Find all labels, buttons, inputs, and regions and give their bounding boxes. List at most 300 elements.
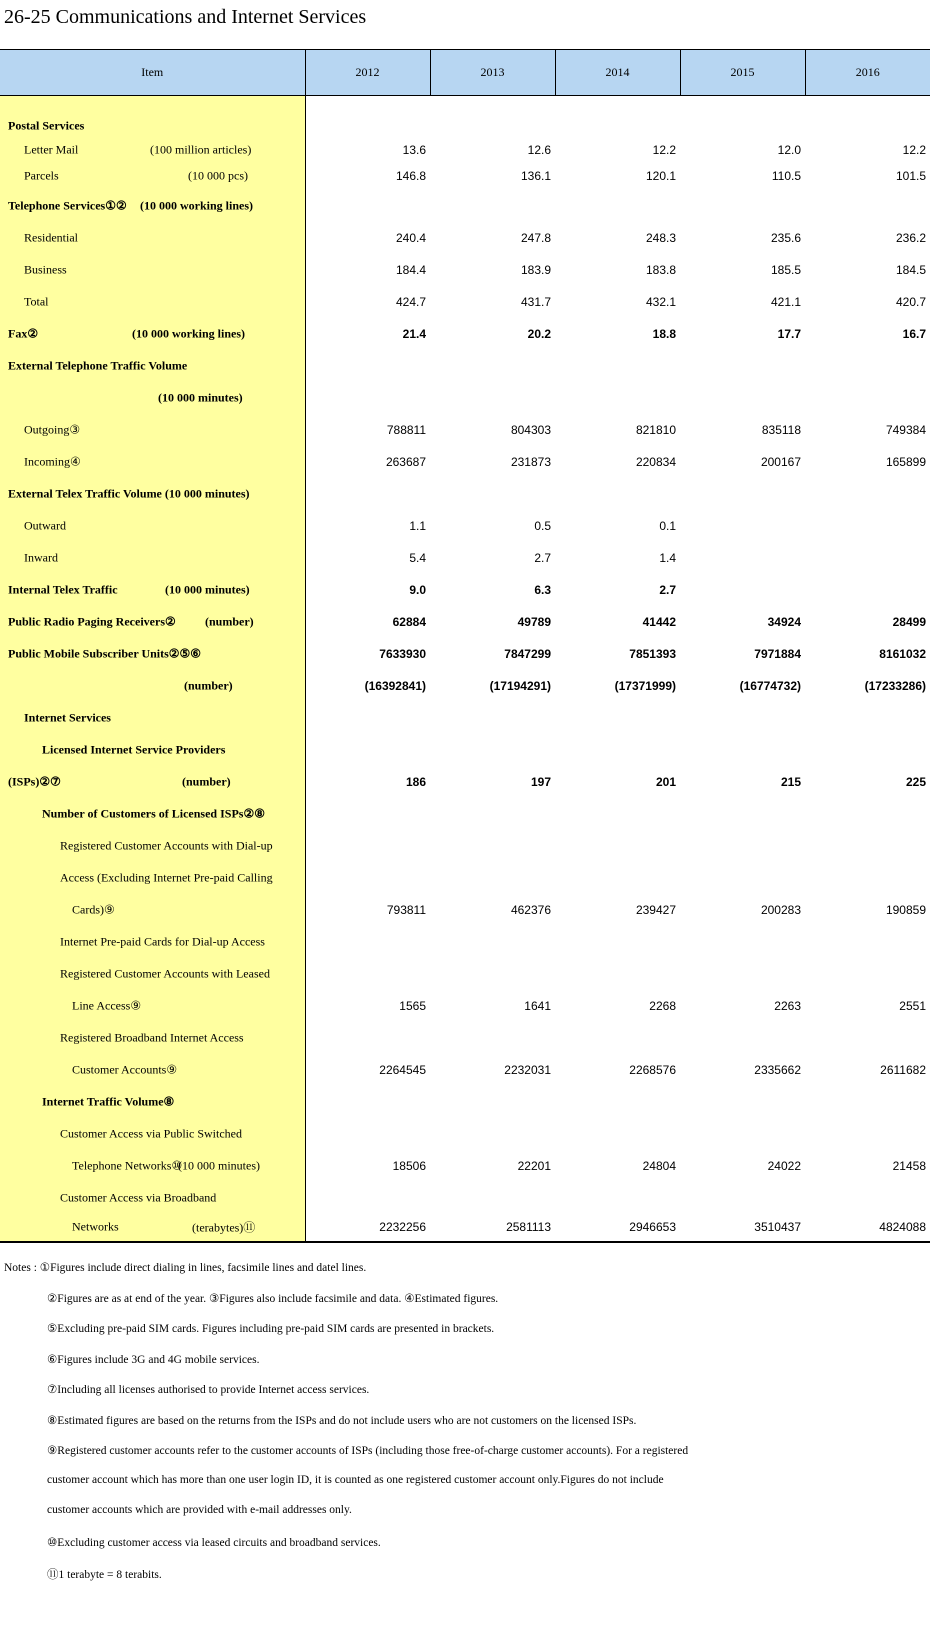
value-cell: 793811 [386, 902, 426, 917]
row-unit: (10 000 minutes) [165, 582, 250, 596]
table-row [0, 894, 930, 926]
value-cell [305, 1022, 430, 1054]
row-label: (ISPs)②⑦ [8, 774, 61, 788]
row-label: Telephone Networks⑩ [72, 1158, 183, 1172]
value-cell [680, 1118, 805, 1150]
value-cell: (16774732) [739, 678, 801, 693]
value-cell [680, 190, 805, 222]
row-label-cell [0, 414, 305, 446]
value-cell: 462376 [510, 902, 551, 917]
value-cell: 9.0 [409, 582, 426, 597]
table-row [0, 510, 930, 542]
value-cell [805, 926, 930, 958]
value-cell: 190859 [885, 902, 926, 917]
table-row [0, 318, 930, 350]
table-row [0, 606, 930, 638]
row-label: Internet Services [24, 710, 111, 724]
table-row [0, 446, 930, 478]
value-cell: 2335662 [754, 1062, 801, 1077]
value-cell: 2946653 [555, 1214, 680, 1242]
row-label: Registered Broadband Internet Access [60, 1030, 244, 1044]
table-row [0, 1022, 930, 1054]
row-label-cell [0, 638, 305, 670]
value-cell: 2264545 [379, 1062, 426, 1077]
value-cell: 835118 [761, 422, 801, 437]
row-label: Registered Customer Accounts with Dial-up [60, 838, 273, 852]
value-cell: 420.7 [895, 294, 926, 309]
table-row [0, 638, 930, 670]
table-row [0, 1118, 930, 1150]
header-item: Item [0, 50, 305, 96]
value-cell [305, 190, 430, 222]
row-label-cell [0, 990, 305, 1022]
value-cell: 120.1 [645, 168, 676, 183]
value-cell [305, 862, 430, 894]
note-line: ②Figures are as at end of the year. ③Figures also include facsimile and data. ④Estimated figures. [47, 1293, 499, 1305]
value-cell: 22201 [517, 1158, 551, 1173]
value-cell: 2268 [649, 998, 676, 1013]
value-cell: 184.5 [895, 262, 926, 277]
row-label-cell [0, 734, 305, 766]
value-cell [680, 702, 805, 734]
value-cell: 28499 [892, 614, 926, 629]
table-row [0, 1054, 930, 1086]
value-cell [555, 830, 680, 862]
row-label: Internet Traffic Volume⑧ [42, 1094, 175, 1108]
value-cell: 20.2 [527, 326, 551, 341]
row-label: External Telex Traffic Volume (10 000 minutes) [8, 486, 250, 500]
note-line: ⑩Excluding customer access via leased circuits and broadband services. [47, 1537, 381, 1549]
table-row [0, 478, 930, 510]
value-cell [805, 478, 930, 510]
value-cell [805, 114, 930, 138]
table-row [0, 222, 930, 254]
row-label: Networks [72, 1219, 119, 1234]
value-cell: (17233286) [864, 678, 926, 693]
value-cell: 1.4 [659, 550, 676, 565]
value-cell: 41442 [642, 614, 676, 629]
table-row [0, 382, 930, 414]
row-label: Inward [24, 550, 58, 564]
value-cell: 247.8 [520, 230, 551, 245]
value-cell: 18506 [392, 1158, 426, 1173]
value-cell: 2232031 [504, 1062, 551, 1077]
value-cell: 21458 [892, 1158, 926, 1173]
value-cell [805, 350, 930, 382]
value-cell: 7633930 [379, 646, 426, 661]
value-cell [680, 350, 805, 382]
value-cell [680, 1086, 805, 1118]
value-cell [555, 734, 680, 766]
header-year: 2013 [430, 50, 555, 96]
row-label-cell [0, 1054, 305, 1086]
row-label-cell [0, 670, 305, 702]
row-label: External Telephone Traffic Volume [8, 358, 188, 372]
value-cell: 2551 [899, 998, 926, 1013]
value-cell: 18.8 [652, 326, 676, 341]
value-cell [305, 114, 430, 138]
value-cell: 2263 [774, 998, 801, 1013]
value-cell [555, 702, 680, 734]
table-row [0, 1150, 930, 1182]
row-label: Internet Pre-paid Cards for Dial-up Access [60, 934, 265, 948]
value-cell: 0.1 [659, 518, 676, 533]
value-cell: (17194291) [489, 678, 551, 693]
value-cell [430, 862, 555, 894]
note-line: ⑤Excluding pre-paid SIM cards. Figures including pre-paid SIM cards are presented in brackets. [47, 1323, 495, 1335]
header-year: 2014 [555, 50, 680, 96]
value-cell [555, 926, 680, 958]
table-row [0, 350, 930, 382]
table-row [0, 990, 930, 1022]
row-unit: (10 000 working lines) [140, 198, 254, 212]
row-label: Letter Mail [24, 142, 79, 156]
value-cell [430, 1022, 555, 1054]
row-label-cell [0, 446, 305, 478]
value-cell: (16392841) [364, 678, 426, 693]
table-row [0, 862, 930, 894]
value-cell: 3510437 [680, 1214, 805, 1242]
value-cell [680, 958, 805, 990]
row-label-cell [0, 798, 305, 830]
row-label-cell [0, 286, 305, 318]
row-label-cell [0, 254, 305, 286]
value-cell: 236.2 [895, 230, 926, 245]
value-cell [305, 926, 430, 958]
value-cell [430, 702, 555, 734]
row-unit: (100 million articles) [150, 142, 252, 156]
value-cell [430, 1118, 555, 1150]
row-label-cell [0, 766, 305, 798]
value-cell: 1.1 [409, 518, 426, 533]
value-cell [305, 734, 430, 766]
note-line: ⑨Registered customer accounts refer to the customer accounts of ISPs (including those free-of-charge customer accounts). For a registered [47, 1445, 689, 1457]
table-row [0, 138, 930, 162]
value-cell [305, 1118, 430, 1150]
value-cell [555, 958, 680, 990]
value-cell: 788811 [386, 422, 426, 437]
value-cell: 184.4 [395, 262, 426, 277]
value-cell [680, 734, 805, 766]
row-label-cell [0, 926, 305, 958]
value-cell: 17.7 [777, 326, 801, 341]
value-cell [805, 1022, 930, 1054]
value-cell: 21.4 [402, 326, 426, 341]
value-cell: 62884 [392, 614, 426, 629]
value-cell: 239427 [635, 902, 676, 917]
table-row [0, 1214, 930, 1242]
row-label-cell [0, 574, 305, 606]
table-row [0, 734, 930, 766]
value-cell [680, 830, 805, 862]
row-label: Line Access⑨ [72, 998, 142, 1012]
value-cell: 6.3 [534, 582, 551, 597]
value-cell [555, 382, 680, 414]
value-cell: 146.8 [395, 168, 426, 183]
row-label-cell [0, 958, 305, 990]
note-line: ⑦Including all licenses authorised to provide Internet access services. [47, 1384, 370, 1396]
value-cell [680, 510, 805, 542]
value-cell: 2232256 [305, 1214, 430, 1242]
value-cell: 183.9 [520, 262, 551, 277]
value-cell [805, 510, 930, 542]
row-label: Outward [24, 518, 66, 532]
note-line: ⑧Estimated figures are based on the returns from the ISPs and do not include users who are not customers on the licensed ISPs. [47, 1415, 637, 1427]
row-label-cell [0, 190, 305, 222]
value-cell [805, 190, 930, 222]
value-cell: 16.7 [902, 326, 926, 341]
value-cell [555, 862, 680, 894]
note-line: customer accounts which are provided with e-mail addresses only. [47, 1504, 352, 1516]
value-cell: 12.6 [527, 142, 551, 157]
value-cell [430, 798, 555, 830]
row-label-cell [0, 382, 305, 414]
table-row [0, 542, 930, 574]
table-row [0, 926, 930, 958]
value-cell [305, 830, 430, 862]
value-cell: 240.4 [395, 230, 426, 245]
value-cell [805, 734, 930, 766]
row-label: Total [24, 294, 49, 308]
value-cell: 421.1 [770, 294, 801, 309]
value-cell [555, 1022, 680, 1054]
table-row [0, 702, 930, 734]
value-cell [680, 926, 805, 958]
table-row [0, 766, 930, 798]
value-cell: 215 [780, 774, 801, 789]
value-cell [680, 1022, 805, 1054]
row-label-cell [0, 542, 305, 574]
row-label-cell [0, 862, 305, 894]
value-cell: 8161032 [879, 646, 926, 661]
value-cell [680, 574, 805, 606]
value-cell [805, 830, 930, 862]
row-label-cell [0, 350, 305, 382]
row-label-cell [0, 162, 305, 190]
value-cell [680, 114, 805, 138]
value-cell [805, 382, 930, 414]
table-row [0, 670, 930, 702]
value-cell [805, 542, 930, 574]
note-line: customer account which has more than one user login ID, it is counted as one registered customer account only.Figures do not include [47, 1474, 664, 1486]
value-cell: 2268576 [629, 1062, 676, 1077]
table-row [0, 190, 930, 222]
row-label-cell [0, 1086, 305, 1118]
value-cell [680, 862, 805, 894]
value-cell: 186 [405, 774, 426, 789]
header-year: 2012 [305, 50, 430, 96]
value-cell [555, 190, 680, 222]
value-cell [430, 350, 555, 382]
value-cell: 0.5 [534, 518, 551, 533]
row-label: Incoming④ [24, 454, 81, 468]
table-row [0, 830, 930, 862]
table-row [0, 1182, 930, 1214]
table-row [0, 254, 930, 286]
row-label-cell [0, 138, 305, 162]
row-label: Fax② [8, 326, 39, 340]
statistics-table [0, 49, 930, 1243]
value-cell [805, 958, 930, 990]
value-cell: 34924 [767, 614, 801, 629]
value-cell: 7971884 [754, 646, 801, 661]
row-label: Public Mobile Subscriber Units②⑤⑥ [8, 646, 202, 660]
value-cell: 821810 [635, 422, 676, 437]
row-label: Internal Telex Traffic [8, 582, 118, 596]
value-cell: 1565 [399, 998, 426, 1013]
row-unit: (10 000 pcs) [188, 168, 248, 182]
value-cell [430, 478, 555, 510]
value-cell: 197 [530, 774, 551, 789]
table-row [0, 114, 930, 138]
table-row [0, 1086, 930, 1118]
value-cell [555, 1118, 680, 1150]
value-cell [305, 1182, 430, 1214]
row-unit: (10 000 minutes) [178, 1158, 260, 1172]
row-label-cell [0, 1182, 305, 1214]
value-cell: (17371999) [614, 678, 676, 693]
value-cell: 235.6 [770, 230, 801, 245]
value-cell [555, 1182, 680, 1214]
value-cell: 2581113 [430, 1214, 555, 1242]
row-label: Customer Access via Public Switched [60, 1126, 242, 1140]
value-cell [430, 1182, 555, 1214]
value-cell: 1641 [524, 998, 551, 1013]
value-cell: 231873 [510, 454, 551, 469]
value-cell: 136.1 [520, 168, 551, 183]
value-cell [805, 798, 930, 830]
value-cell: 7851393 [629, 646, 676, 661]
value-cell: 12.2 [652, 142, 676, 157]
value-cell: 5.4 [409, 550, 426, 565]
value-cell: 248.3 [645, 230, 676, 245]
value-cell: 7847299 [504, 646, 551, 661]
value-cell: 2.7 [534, 550, 551, 565]
row-label: Parcels [24, 168, 59, 182]
value-cell [305, 702, 430, 734]
value-cell [805, 1118, 930, 1150]
row-label: Number of Customers of Licensed ISPs②⑧ [42, 806, 265, 820]
value-cell: 110.5 [771, 168, 801, 183]
value-cell: 4824088 [805, 1214, 930, 1242]
row-label-cell [0, 478, 305, 510]
spacer-cell [0, 96, 305, 114]
table-row [0, 574, 930, 606]
row-label: Public Radio Paging Receivers② [8, 614, 176, 628]
row-unit: (terabytes)⑪ [192, 1220, 256, 1235]
value-cell: 200167 [760, 454, 801, 469]
value-cell: 2.7 [659, 582, 676, 597]
row-label: Customer Access via Broadband [60, 1190, 217, 1204]
value-cell: 201 [655, 774, 676, 789]
table-row [0, 286, 930, 318]
value-cell: 185.5 [770, 262, 801, 277]
value-cell: 165899 [885, 454, 926, 469]
value-cell [805, 1086, 930, 1118]
row-label-cell [0, 1118, 305, 1150]
value-cell [430, 830, 555, 862]
row-unit: (10 000 minutes) [158, 390, 243, 404]
row-label: Business [24, 262, 67, 276]
value-cell: 12.0 [777, 142, 801, 157]
table-row [0, 798, 930, 830]
value-cell [805, 1182, 930, 1214]
table-row [0, 958, 930, 990]
row-label: Licensed Internet Service Providers [42, 742, 226, 756]
value-cell: 431.7 [520, 294, 551, 309]
value-cell: 424.7 [395, 294, 426, 309]
value-cell: 24804 [642, 1158, 676, 1173]
row-label-cell [0, 830, 305, 862]
table-row [0, 414, 930, 446]
value-cell: 432.1 [645, 294, 676, 309]
value-cell [430, 114, 555, 138]
value-cell: 200283 [760, 902, 801, 917]
row-label: Access (Excluding Internet Pre-paid Calling [60, 870, 273, 884]
value-cell [430, 382, 555, 414]
value-cell [555, 350, 680, 382]
row-label-cell [0, 318, 305, 350]
row-label: Customer Accounts⑨ [72, 1062, 178, 1076]
row-label-cell [0, 510, 305, 542]
value-cell: 263687 [385, 454, 426, 469]
value-cell: 49789 [517, 614, 551, 629]
row-label: Postal Services [8, 118, 85, 132]
page-title: 26-25 Communications and Internet Services [4, 6, 367, 28]
header-year: 2015 [680, 50, 805, 96]
header-year: 2016 [805, 50, 930, 96]
value-cell [680, 798, 805, 830]
note-line: Notes : ①Figures include direct dialing in lines, facsimile lines and datel lines. [4, 1262, 367, 1274]
row-label-cell [0, 702, 305, 734]
row-label: Outgoing③ [24, 422, 81, 436]
row-label-cell [0, 1214, 305, 1242]
row-label-cell [0, 222, 305, 254]
value-cell [430, 190, 555, 222]
row-unit: (10 000 working lines) [132, 326, 246, 340]
value-cell [680, 382, 805, 414]
value-cell: 749384 [885, 422, 926, 437]
value-cell [305, 478, 430, 510]
value-cell: 101.5 [895, 168, 926, 183]
value-cell [430, 926, 555, 958]
table-row [0, 162, 930, 190]
row-unit: (number) [184, 678, 233, 692]
value-cell: 24022 [767, 1158, 801, 1173]
row-label-cell [0, 114, 305, 138]
value-cell [555, 114, 680, 138]
row-label-cell [0, 894, 305, 926]
header-row [0, 50, 930, 96]
value-cell [805, 702, 930, 734]
value-cell: 12.2 [902, 142, 926, 157]
row-label: Registered Customer Accounts with Leased [60, 966, 270, 980]
value-cell [430, 734, 555, 766]
value-cell [680, 1182, 805, 1214]
value-cell [680, 478, 805, 510]
row-unit: (number) [205, 614, 254, 628]
value-cell: 13.6 [402, 142, 426, 157]
value-cell [305, 798, 430, 830]
note-line: ⑪1 terabyte = 8 terabits. [47, 1569, 162, 1581]
value-cell: 225 [905, 774, 926, 789]
value-cell [805, 574, 930, 606]
value-cell [305, 382, 430, 414]
value-cell [305, 350, 430, 382]
row-label: Cards)⑨ [72, 902, 115, 916]
value-cell [555, 478, 680, 510]
row-label-cell [0, 1022, 305, 1054]
